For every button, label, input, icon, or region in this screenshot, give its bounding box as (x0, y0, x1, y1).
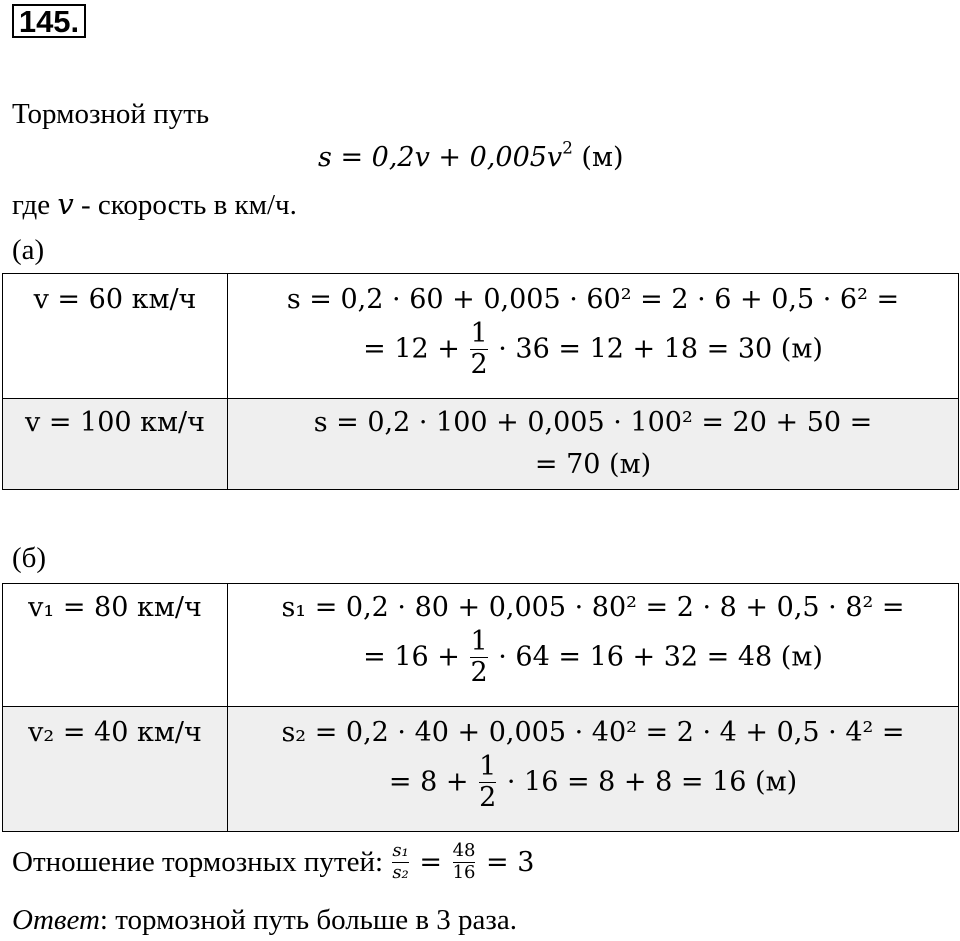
fraction-numerator: s₁ (392, 840, 409, 861)
part-b-label: (б) (12, 542, 47, 574)
fraction-numerator: 1 (479, 751, 497, 782)
formula-main: s = 0,2v + 0,005v (318, 142, 563, 173)
fraction-one-half (470, 628, 487, 688)
fraction-numerator: 48 (452, 840, 476, 861)
ratio-line (12, 842, 534, 883)
where-prefix: где (12, 189, 58, 221)
table-row (3, 399, 959, 490)
part-b-table (2, 583, 959, 832)
fraction-denominator: 2 (470, 657, 488, 689)
calc-line-2 (228, 753, 958, 813)
fraction-one-half (470, 320, 487, 380)
fraction-denominator: s₂ (392, 861, 409, 883)
speed-cell (3, 707, 228, 832)
formula-unit: (м) (572, 142, 624, 173)
intro-text: Тормозной путь (12, 98, 210, 130)
fraction-denominator: 2 (479, 782, 497, 814)
ratio-equals: = (410, 846, 451, 878)
problem-number: 145. (12, 4, 86, 38)
calc-line-1: s = 0,2 · 60 + 0,005 · 60² = 2 · 6 + 0,5 · 6² = (286, 284, 900, 315)
part-a-table (2, 273, 959, 490)
calc-line-1: s = 0,2 · 100 + 0,005 · 100² = 20 + 50 = (313, 407, 873, 438)
part-a-label: (а) (12, 234, 45, 266)
calc-line-2 (228, 628, 958, 688)
answer-text: : тормозной путь больше в 3 раза. (99, 904, 517, 936)
calc-line-2 (228, 320, 958, 380)
ratio-fraction-values (453, 842, 476, 883)
speed-value: v = 60 км/ч (33, 284, 197, 315)
calc-line-2-pre: = 16 + (363, 641, 460, 673)
speed-cell (3, 584, 228, 707)
calc-line-1: s₂ = 0,2 · 40 + 0,005 · 40² = 2 · 4 + 0,5 · 4² = (281, 717, 905, 748)
fraction-one-half (479, 753, 496, 813)
variable-definition (12, 187, 297, 221)
calc-line-2-post: · 16 = 8 + 8 = 16 (м) (506, 766, 798, 798)
calc-line-2-post: · 36 = 12 + 18 = 30 (м) (498, 333, 823, 365)
table-row (3, 707, 959, 832)
ratio-fraction-s (392, 842, 408, 883)
ratio-result: = 3 (477, 846, 535, 878)
calc-line-2: = 70 (м) (534, 449, 652, 480)
speed-value: v₂ = 40 км/ч (28, 717, 202, 748)
fraction-denominator: 16 (452, 861, 476, 883)
calc-line-2-post: · 64 = 16 + 32 = 48 (м) (498, 641, 823, 673)
speed-cell (3, 274, 228, 399)
calc-line-2-pre: = 12 + (363, 333, 460, 365)
speed-value: v₁ = 80 км/ч (28, 592, 202, 623)
answer-label: Ответ (12, 904, 100, 936)
speed-cell (3, 399, 228, 490)
calc-cell (228, 399, 959, 490)
braking-formula (318, 137, 624, 173)
ratio-label: Отношение тормозных путей: (12, 845, 391, 878)
answer-line (12, 906, 517, 935)
fraction-denominator: 2 (470, 349, 488, 381)
fraction-numerator: 1 (470, 626, 488, 657)
where-var: v (57, 187, 74, 221)
table-row (3, 584, 959, 707)
calc-cell (228, 584, 959, 707)
formula-exponent: 2 (562, 137, 573, 158)
calc-line-1: s₁ = 0,2 · 80 + 0,005 · 80² = 2 · 8 + 0,5 · 8² = (281, 592, 905, 623)
calc-cell (228, 707, 959, 832)
table-row (3, 274, 959, 399)
where-suffix: - скорость в км/ч. (73, 189, 297, 221)
speed-value: v = 100 км/ч (25, 407, 205, 438)
calc-line-2-pre: = 8 + (388, 766, 469, 798)
fraction-numerator: 1 (470, 318, 488, 349)
calc-cell (228, 274, 959, 399)
